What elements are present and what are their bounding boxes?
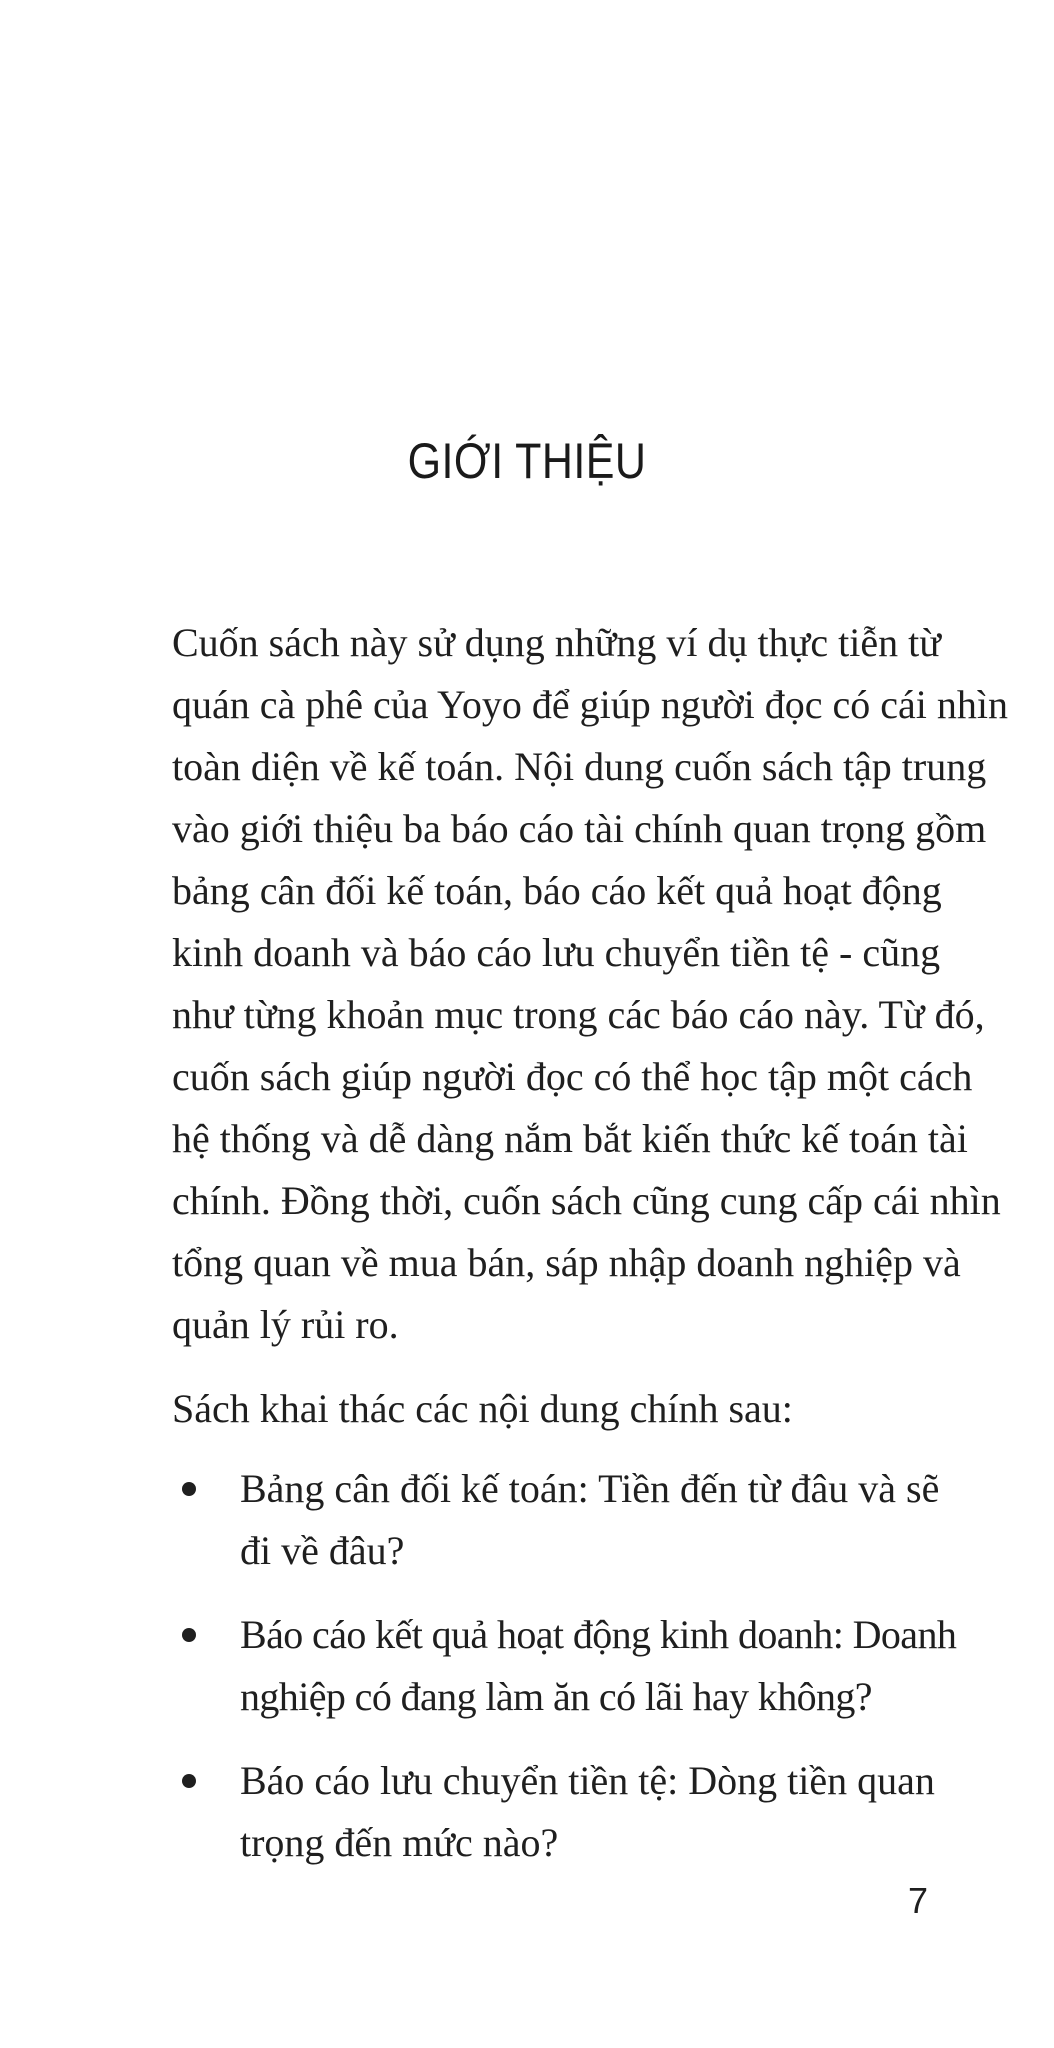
- intro-line: chính. Đồng thời, cuốn sách cũng cung cấp cái nhìn: [172, 1178, 1001, 1223]
- intro-line: vào giới thiệu ba báo cáo tài chính quan trọng gồm: [172, 806, 987, 851]
- intro-line: như từng khoản mục trong các báo cáo này. Từ đó,: [172, 992, 985, 1037]
- contents-list: [172, 1458, 957, 1896]
- intro-line: tổng quan về mua bán, sáp nhập doanh nghiệp và: [172, 1240, 961, 1285]
- bullet-icon: [182, 1628, 196, 1642]
- page-number: 7: [907, 1880, 928, 1921]
- intro-line: cuốn sách giúp người đọc có thể học tập một cách: [172, 1054, 973, 1099]
- page-title: GIỚI THIỆU: [407, 433, 647, 489]
- bullet-icon: [182, 1774, 196, 1788]
- list-item-line: trọng đến mức nào?: [240, 1820, 559, 1865]
- list-item: [172, 1458, 952, 1582]
- intro-line: Cuốn sách này sử dụng những ví dụ thực tiễn từ: [172, 620, 941, 665]
- intro-line: hệ thống và dễ dàng nắm bắt kiến thức kế toán tài: [172, 1116, 968, 1161]
- list-item: [172, 1750, 952, 1874]
- list-item-line: nghiệp có đang làm ăn có lãi hay không?: [240, 1674, 872, 1719]
- intro-paragraph: [172, 612, 1008, 1356]
- list-item-line: Bảng cân đối kế toán: Tiền đến từ đâu và sẽ: [240, 1466, 940, 1511]
- list-item-line: đi về đâu?: [240, 1528, 405, 1573]
- intro-line: quán cà phê của Yoyo để giúp người đọc có cái nhìn: [172, 682, 1008, 727]
- list-item: [172, 1604, 957, 1728]
- list-item-line: Báo cáo kết quả hoạt động kinh doanh: Doanh: [240, 1612, 957, 1657]
- intro-line: toàn diện về kế toán. Nội dung cuốn sách tập trung: [172, 744, 987, 789]
- list-item-line: Báo cáo lưu chuyển tiền tệ: Dòng tiền quan: [240, 1758, 935, 1803]
- intro-line: kinh doanh và báo cáo lưu chuyển tiền tệ - cũng: [172, 930, 941, 975]
- intro-line: bảng cân đối kế toán, báo cáo kết quả hoạt động: [172, 868, 942, 913]
- intro-line: quản lý rủi ro.: [172, 1302, 399, 1347]
- contents-lead: Sách khai thác các nội dung chính sau:: [172, 1386, 793, 1431]
- bullet-icon: [182, 1482, 196, 1496]
